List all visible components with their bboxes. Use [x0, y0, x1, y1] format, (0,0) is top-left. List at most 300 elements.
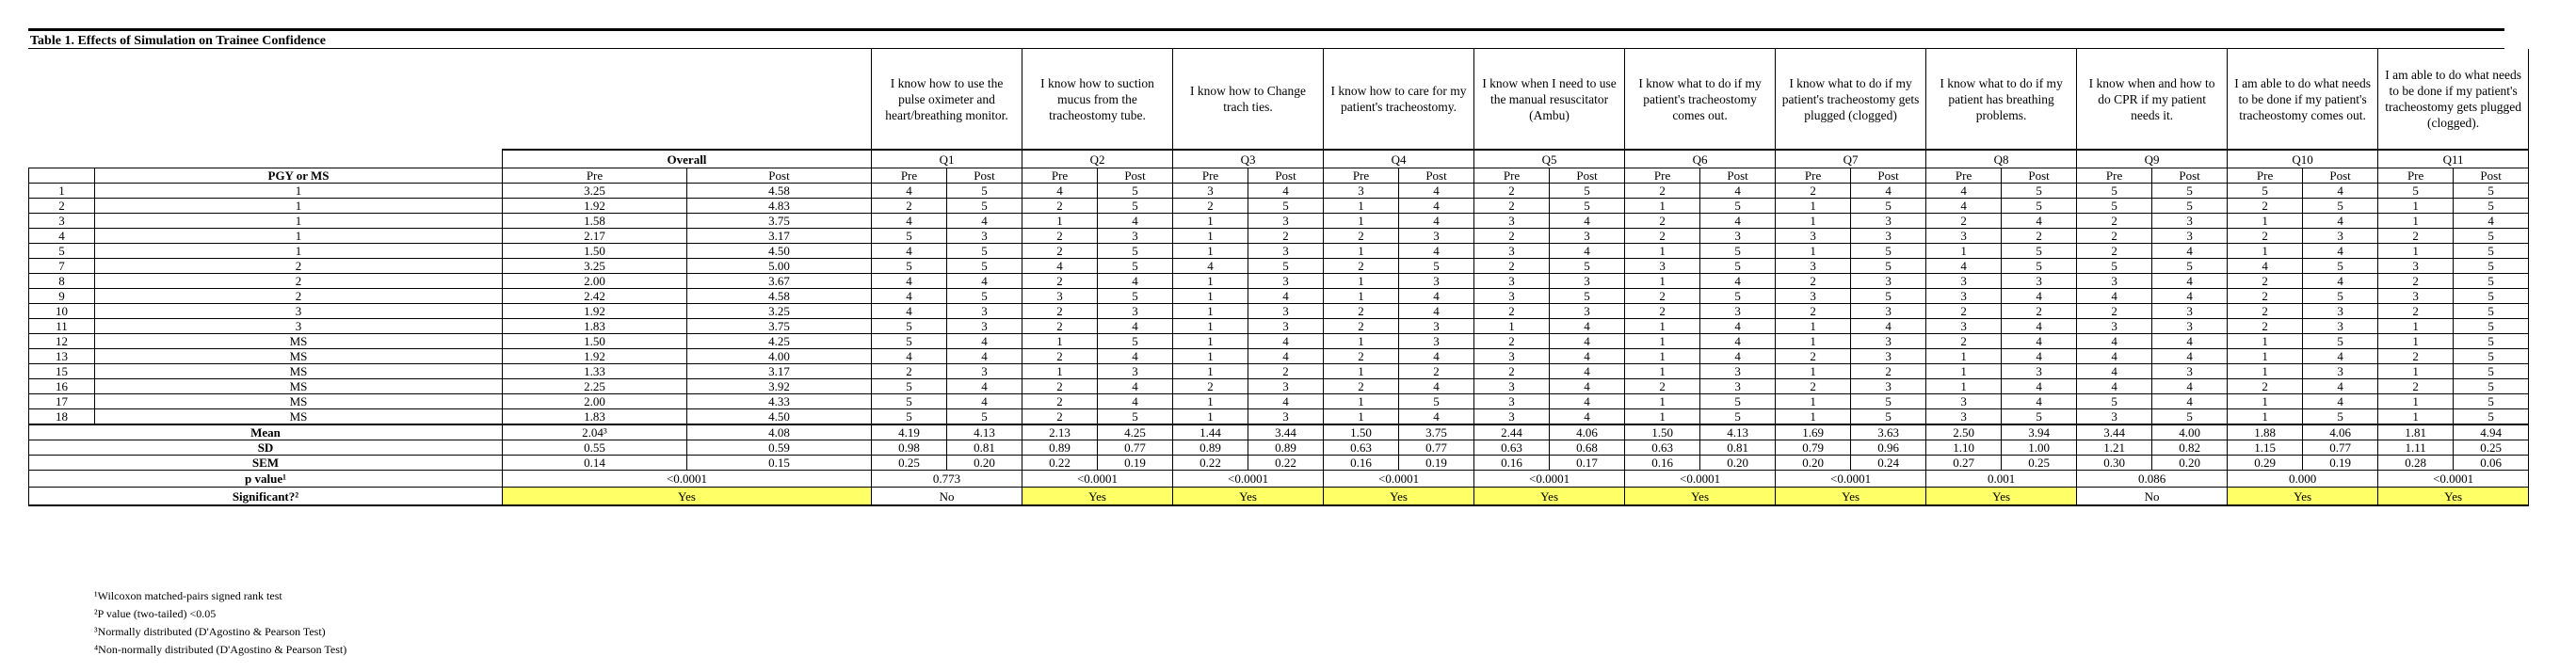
- q-pre: 1: [1776, 244, 1851, 259]
- q-post: 5: [1550, 289, 1625, 304]
- q-pre: 1: [1324, 394, 1399, 409]
- q-post: 4.13: [947, 424, 1022, 440]
- q-post: 5: [1550, 184, 1625, 199]
- q-pre: 3: [1776, 289, 1851, 304]
- q-pre: 2: [2228, 199, 2303, 214]
- q-pre: 5: [2077, 259, 2152, 274]
- q-significance: Yes: [1474, 488, 1625, 506]
- q-post: 3: [1851, 334, 1926, 349]
- summary-label: SD: [29, 440, 503, 456]
- overall-pre: 1.83: [503, 409, 687, 425]
- q-post: 5: [2454, 319, 2529, 334]
- q-pre: 1: [1173, 289, 1248, 304]
- q-post: 5: [2454, 394, 2529, 409]
- q-pre: 3: [1474, 244, 1550, 259]
- q-pre: 2: [1324, 259, 1399, 274]
- q-p-value: <0.0001: [1625, 471, 1776, 488]
- q-pre: 1.44: [1173, 424, 1248, 440]
- q-post: 4: [2303, 184, 2378, 199]
- overall-pre: 1.92: [503, 199, 687, 214]
- q-post: 3.75: [1399, 424, 1474, 440]
- table-row: [29, 274, 2529, 289]
- q-post: 3: [1098, 229, 1173, 244]
- q-pre: 2: [1776, 184, 1851, 199]
- q-pre: 2: [2228, 319, 2303, 334]
- q-post: 4: [2454, 214, 2529, 229]
- q-post: 5: [2152, 184, 2228, 199]
- pre-header: Pre: [2378, 168, 2454, 184]
- q-pre: 5: [2228, 184, 2303, 199]
- q-pre: 2: [1324, 319, 1399, 334]
- q-pre: 2: [2228, 304, 2303, 319]
- overall-pre: 3.25: [503, 259, 687, 274]
- q-pre: 2: [2378, 379, 2454, 394]
- q-post: 5: [1851, 409, 1926, 425]
- q-pre: 1: [1926, 244, 2002, 259]
- q-post: 4: [2303, 379, 2378, 394]
- q-pre: 1: [2378, 199, 2454, 214]
- q-pre: 2.50: [1926, 424, 2002, 440]
- q-pre: 1: [1926, 379, 2002, 394]
- question-text: I know how to use the pulse oximeter and heart/breathing monitor.: [872, 49, 1022, 150]
- q-post: 5: [1550, 259, 1625, 274]
- q-significance: No: [2077, 488, 2228, 506]
- q-pre: 2.44: [1474, 424, 1550, 440]
- pgy-level: 2: [95, 289, 503, 304]
- overall-post: 0.59: [687, 440, 872, 456]
- q-pre: 1: [1776, 364, 1851, 379]
- q-pre: 1.11: [2378, 440, 2454, 456]
- overall-pre: 2.17: [503, 229, 687, 244]
- table-row: [29, 364, 2529, 379]
- overall-post: 3.75: [687, 214, 872, 229]
- q-pre: 2: [1022, 229, 1098, 244]
- q-post: 4.13: [1700, 424, 1776, 440]
- overall-post: 4.00: [687, 349, 872, 364]
- q-post: 5: [947, 409, 1022, 425]
- q-pre: 2: [1474, 259, 1550, 274]
- q-post: 4: [947, 394, 1022, 409]
- pgy-level: MS: [95, 349, 503, 364]
- q-pre: 2: [2077, 304, 2152, 319]
- q-post: 4.25: [1098, 424, 1173, 440]
- q-post: 0.82: [2152, 440, 2228, 456]
- q-pre: 1: [1625, 364, 1700, 379]
- q-post: 3: [947, 364, 1022, 379]
- table-container: [28, 28, 2521, 506]
- q-pre: 3: [1926, 289, 2002, 304]
- overall-post: 4.08: [687, 424, 872, 440]
- overall-pre: 2.25: [503, 379, 687, 394]
- q-pre: 2: [1022, 304, 1098, 319]
- q-pre: 3: [1474, 274, 1550, 289]
- q-pre: 2: [1022, 394, 1098, 409]
- trainee-id: 4: [29, 229, 95, 244]
- table-row: [29, 349, 2529, 364]
- q-post: 3: [1550, 304, 1625, 319]
- q-p-value: 0.086: [2077, 471, 2228, 488]
- q-post: 4: [1248, 289, 1324, 304]
- q-post: 4: [1399, 409, 1474, 425]
- post-header: Post: [1248, 168, 1324, 184]
- summary-row-mean: [29, 424, 2529, 440]
- q-post: 4: [1098, 349, 1173, 364]
- q-post: 4: [2152, 379, 2228, 394]
- pre-header: Pre: [872, 168, 947, 184]
- q-pre: 0.28: [2378, 456, 2454, 471]
- question-text: I know what to do if my patient's tracheostomy comes out.: [1625, 49, 1776, 150]
- summary-label: Significant?²: [29, 488, 503, 506]
- q-pre: 5: [872, 409, 947, 425]
- q-post: 5: [1098, 289, 1173, 304]
- q-post: 4: [1098, 274, 1173, 289]
- q-post: 5: [1399, 394, 1474, 409]
- q-post: 4: [1700, 334, 1776, 349]
- q-pre: 2: [2077, 244, 2152, 259]
- overall-significance: Yes: [503, 488, 872, 506]
- q-post: 4.06: [2303, 424, 2378, 440]
- q-pre: 5: [872, 229, 947, 244]
- q-pre: 1: [1324, 244, 1399, 259]
- overall-pre: 3.25: [503, 184, 687, 199]
- q-pre: 4: [1926, 199, 2002, 214]
- q-post: 3: [2152, 214, 2228, 229]
- q-post: 5: [2002, 259, 2077, 274]
- q-post: 3: [1399, 229, 1474, 244]
- question-label: Q11: [2378, 150, 2529, 168]
- pgy-level: 3: [95, 319, 503, 334]
- q-post: 4: [2002, 379, 2077, 394]
- q-post: 4: [2303, 274, 2378, 289]
- q-post: 4: [1098, 319, 1173, 334]
- q-post: 0.81: [1700, 440, 1776, 456]
- pgy-level: 1: [95, 184, 503, 199]
- q-pre: 2: [872, 199, 947, 214]
- q-pre: 1: [1173, 334, 1248, 349]
- q-pre: 2: [1474, 199, 1550, 214]
- q-pre: 1: [1173, 409, 1248, 425]
- q-pre: 4: [1926, 184, 2002, 199]
- q-post: 4: [2002, 334, 2077, 349]
- q-pre: 1: [1324, 274, 1399, 289]
- post-header: Post: [2454, 168, 2529, 184]
- pgy-level: 2: [95, 274, 503, 289]
- table-row: [29, 394, 2529, 409]
- question-label: Q4: [1324, 150, 1474, 168]
- overall-pre: 1.83: [503, 319, 687, 334]
- q-pre: 5: [872, 334, 947, 349]
- overall-header: Overall: [503, 150, 872, 168]
- q-pre: 4: [2228, 259, 2303, 274]
- q-significance: No: [872, 488, 1022, 506]
- q-post: 4: [2152, 394, 2228, 409]
- q-post: 4.94: [2454, 424, 2529, 440]
- q-post: 4: [2152, 349, 2228, 364]
- pgy-level: MS: [95, 334, 503, 349]
- pgy-level: 1: [95, 214, 503, 229]
- q-pre: 4: [872, 274, 947, 289]
- q-p-value: <0.0001: [1474, 471, 1625, 488]
- overall-pre: 2.42: [503, 289, 687, 304]
- q-post: 3: [1399, 319, 1474, 334]
- q-pre: 1: [1625, 394, 1700, 409]
- q-post: 4: [1700, 214, 1776, 229]
- q-pre: 2: [872, 364, 947, 379]
- q-pre: 1: [1173, 394, 1248, 409]
- q-significance: Yes: [1625, 488, 1776, 506]
- q-post: 2: [1248, 364, 1324, 379]
- post-header: Post: [2303, 168, 2378, 184]
- q-post: 3: [1248, 274, 1324, 289]
- q-post: 5: [947, 244, 1022, 259]
- q-pre: 0.79: [1776, 440, 1851, 456]
- pgy-level: 3: [95, 304, 503, 319]
- q-pre: 1.81: [2378, 424, 2454, 440]
- overall-post: 4.50: [687, 409, 872, 425]
- q-post: 4: [1700, 319, 1776, 334]
- q-post: 5: [1248, 259, 1324, 274]
- q-pre: 3: [1474, 349, 1550, 364]
- q-pre: 2: [2228, 289, 2303, 304]
- q-post: 3: [1399, 334, 1474, 349]
- q-post: 2: [1399, 364, 1474, 379]
- q-post: 4: [1550, 364, 1625, 379]
- pgy-header: PGY or MS: [95, 168, 503, 184]
- q-post: 0.25: [2002, 456, 2077, 471]
- q-post: 4: [1550, 394, 1625, 409]
- q-post: 3: [1851, 349, 1926, 364]
- q-p-value: 0.773: [872, 471, 1022, 488]
- post-header: Post: [1851, 168, 1926, 184]
- q-post: 3: [1248, 379, 1324, 394]
- q-pre: 1: [1625, 319, 1700, 334]
- q-post: 4: [1098, 379, 1173, 394]
- footnote: ³Normally distributed (D'Agostino & Pearson Test): [94, 625, 326, 638]
- q-pre: 1: [1173, 364, 1248, 379]
- q-post: 2: [2002, 304, 2077, 319]
- q-pre: 2: [1324, 304, 1399, 319]
- q-post: 5: [1851, 244, 1926, 259]
- q-post: 4: [2002, 349, 2077, 364]
- q-pre: 3: [1926, 229, 2002, 244]
- q-significance: Yes: [1173, 488, 1324, 506]
- q-pre: 2.13: [1022, 424, 1098, 440]
- q-pre: 1: [1625, 274, 1700, 289]
- summary-label: p value¹: [29, 471, 503, 488]
- overall-pre: 1.50: [503, 244, 687, 259]
- q-pre: 1: [1173, 319, 1248, 334]
- q-post: 4: [2303, 394, 2378, 409]
- q-post: 4: [1399, 199, 1474, 214]
- q-post: 5: [1399, 259, 1474, 274]
- q-p-value: <0.0001: [1173, 471, 1324, 488]
- q-post: 3: [1851, 379, 1926, 394]
- q-post: 4: [1700, 349, 1776, 364]
- q-post: 0.77: [1399, 440, 1474, 456]
- q-post: 5: [947, 184, 1022, 199]
- overall-pre: 0.55: [503, 440, 687, 456]
- q-pre: 2: [1324, 229, 1399, 244]
- q-pre: 3: [1022, 289, 1098, 304]
- q-pre: 1: [1324, 409, 1399, 425]
- q-post: 5: [2152, 259, 2228, 274]
- table-row: [29, 289, 2529, 304]
- overall-post: 3.92: [687, 379, 872, 394]
- q-pre: 2: [2228, 274, 2303, 289]
- q-post: 5: [1700, 394, 1776, 409]
- q-post: 3.44: [1248, 424, 1324, 440]
- q-post: 4: [1399, 289, 1474, 304]
- q-post: 4: [1851, 184, 1926, 199]
- q-pre: 2: [2378, 274, 2454, 289]
- q-pre: 1: [1625, 199, 1700, 214]
- q-pre: 1: [1022, 334, 1098, 349]
- q-post: 5: [1098, 199, 1173, 214]
- q-pre: 2: [2378, 304, 2454, 319]
- q-pre: 2: [2378, 349, 2454, 364]
- q-post: 4: [2152, 289, 2228, 304]
- q-pre: 5: [2378, 184, 2454, 199]
- q-pre: 5: [2077, 199, 2152, 214]
- q-pre: 4: [1926, 259, 2002, 274]
- q-post: 4: [2002, 394, 2077, 409]
- q-post: 0.81: [947, 440, 1022, 456]
- q-pre: 1: [1324, 364, 1399, 379]
- overall-pre: 1.33: [503, 364, 687, 379]
- summary-label: Mean: [29, 424, 503, 440]
- q-post: 0.06: [2454, 456, 2529, 471]
- q-pre: 2: [2077, 229, 2152, 244]
- q-post: 5: [1851, 259, 1926, 274]
- q-pre: 5: [872, 319, 947, 334]
- table-row: [29, 319, 2529, 334]
- group-header-row: [29, 150, 2529, 168]
- q-post: 3: [2152, 229, 2228, 244]
- q-pre: 4: [1022, 184, 1098, 199]
- q-significance: Yes: [1324, 488, 1474, 506]
- q-pre: 1: [2378, 394, 2454, 409]
- table-row: [29, 304, 2529, 319]
- q-post: 5: [2152, 199, 2228, 214]
- q-post: 5: [1700, 409, 1776, 425]
- q-pre: 1: [1173, 274, 1248, 289]
- q-pre: 2: [1022, 199, 1098, 214]
- q-significance: Yes: [2378, 488, 2529, 506]
- blank-cell: [29, 150, 503, 168]
- q-post: 4: [1700, 274, 1776, 289]
- table-row: [29, 244, 2529, 259]
- q-significance: Yes: [1926, 488, 2077, 506]
- trainee-id: 7: [29, 259, 95, 274]
- q-pre: 4: [2077, 364, 2152, 379]
- q-pre: 2: [2228, 229, 2303, 244]
- q-post: 3: [1851, 214, 1926, 229]
- q-post: 4: [947, 214, 1022, 229]
- q-post: 5: [2303, 259, 2378, 274]
- question-text: I know when and how to do CPR if my patient needs it.: [2077, 49, 2228, 150]
- q-pre: 2: [1324, 379, 1399, 394]
- question-text: I am able to do what needs to be done if my patient's tracheostomy gets plugged (clogged).: [2378, 49, 2529, 150]
- q-pre: 0.63: [1625, 440, 1700, 456]
- q-pre: 3: [1474, 289, 1550, 304]
- blank-cell: [29, 49, 872, 150]
- q-post: 5: [2454, 259, 2529, 274]
- q-pre: 3: [1926, 274, 2002, 289]
- table-row: [29, 379, 2529, 394]
- q-pre: 4: [2077, 289, 2152, 304]
- q-pre: 1: [1776, 409, 1851, 425]
- q-pre: 3: [2077, 409, 2152, 425]
- q-post: 0.22: [1248, 456, 1324, 471]
- trainee-id: 9: [29, 289, 95, 304]
- q-post: 4: [1550, 244, 1625, 259]
- overall-post: 3.17: [687, 229, 872, 244]
- question-text: I know how to suction mucus from the tracheostomy tube.: [1022, 49, 1173, 150]
- overall-pre: 1.58: [503, 214, 687, 229]
- trainee-id: 17: [29, 394, 95, 409]
- table-caption: Table 1. Effects of Simulation on Trainee Confidence: [28, 28, 2504, 49]
- q-pre: 5: [872, 259, 947, 274]
- q-pre: 1: [1474, 319, 1550, 334]
- footnote: ⁴Non-normally distributed (D'Agostino & Pearson Test): [94, 643, 347, 656]
- q-post: 0.19: [1399, 456, 1474, 471]
- q-post: 5: [2152, 409, 2228, 425]
- q-post: 4: [947, 274, 1022, 289]
- q-pre: 1: [1022, 364, 1098, 379]
- q-pre: 0.20: [1776, 456, 1851, 471]
- q-pre: 3: [1474, 409, 1550, 425]
- q-post: 5: [947, 259, 1022, 274]
- pgy-level: MS: [95, 409, 503, 425]
- q-pre: 4: [2077, 379, 2152, 394]
- q-post: 5: [2454, 364, 2529, 379]
- question-label: Q8: [1926, 150, 2077, 168]
- pre-header: Pre: [1625, 168, 1700, 184]
- q-pre: 5: [872, 394, 947, 409]
- q-pre: 3.44: [2077, 424, 2152, 440]
- q-pre: 2: [1625, 229, 1700, 244]
- q-pre: 5: [2077, 394, 2152, 409]
- q-pre: 5: [2077, 184, 2152, 199]
- q-p-value: <0.0001: [1324, 471, 1474, 488]
- question-label: Q7: [1776, 150, 1926, 168]
- q-pre: 1.50: [1324, 424, 1399, 440]
- q-pre: 3: [2378, 259, 2454, 274]
- q-pre: 1: [1173, 304, 1248, 319]
- table-row: [29, 199, 2529, 214]
- q-post: 4: [1399, 379, 1474, 394]
- q-pre: 3: [1776, 259, 1851, 274]
- overall-post: 3.67: [687, 274, 872, 289]
- question-label: Q9: [2077, 150, 2228, 168]
- post-header: Post: [1098, 168, 1173, 184]
- q-pre: 2: [1625, 184, 1700, 199]
- q-post: 4: [1700, 184, 1776, 199]
- q-post: 3: [1248, 214, 1324, 229]
- overall-post: 4.83: [687, 199, 872, 214]
- pgy-level: MS: [95, 394, 503, 409]
- q-post: 4: [1399, 214, 1474, 229]
- q-p-value: 0.000: [2228, 471, 2378, 488]
- post-header: Post: [1399, 168, 1474, 184]
- q-pre: 1.21: [2077, 440, 2152, 456]
- q-pre: 2: [1022, 379, 1098, 394]
- trainee-id: 2: [29, 199, 95, 214]
- q-pre: 4: [1173, 259, 1248, 274]
- q-post: 3: [2152, 304, 2228, 319]
- q-post: 5: [1851, 289, 1926, 304]
- q-pre: 1: [2378, 319, 2454, 334]
